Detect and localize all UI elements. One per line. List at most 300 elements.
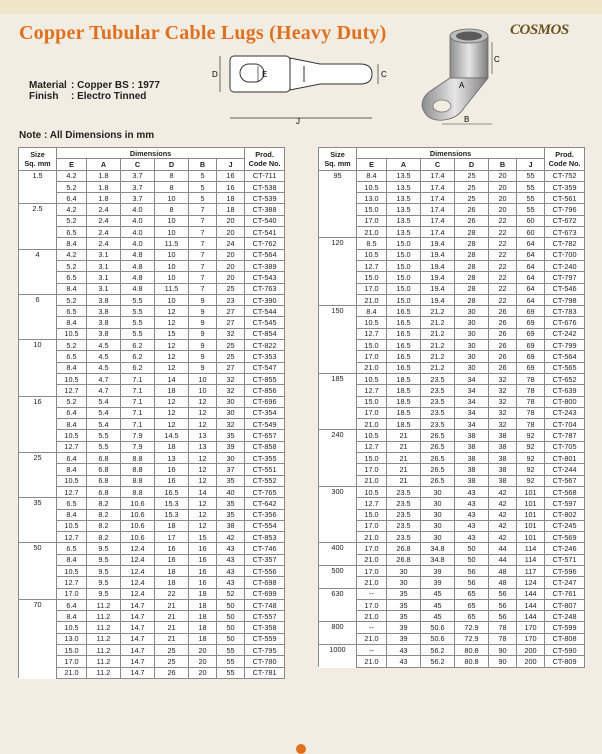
dimension-cell: 30 <box>455 362 489 373</box>
dimension-cell: 7 <box>189 227 217 238</box>
size-cell: 10 <box>19 340 57 396</box>
dimension-cell: 10.6 <box>121 520 155 531</box>
dimension-cell: 65 <box>455 599 489 610</box>
dimension-cell: 20 <box>489 170 517 181</box>
dimension-cell: 3.8 <box>87 294 121 305</box>
right-table-body <box>319 170 585 667</box>
dimension-cell: 45 <box>421 588 455 599</box>
size-cell: 2.5 <box>19 204 57 249</box>
product-code-cell: CT-557 <box>245 611 285 622</box>
dimension-cell: 19.4 <box>421 283 455 294</box>
dimension-cell: 12 <box>189 407 217 418</box>
product-code-cell: CT-569 <box>545 532 585 543</box>
product-code-cell: CT-748 <box>245 599 285 610</box>
dimension-cell: 21.0 <box>357 475 387 486</box>
col-j-header: J <box>517 159 545 170</box>
dimension-cell: 92 <box>517 453 545 464</box>
table-row <box>319 520 585 531</box>
dimension-cell: 12.4 <box>121 565 155 576</box>
product-code-cell: CT-546 <box>545 283 585 294</box>
dimension-cell: 12.4 <box>121 543 155 554</box>
product-code-cell: CT-798 <box>545 294 585 305</box>
table-row <box>319 249 585 260</box>
product-code-cell: CT-543 <box>245 272 285 283</box>
product-code-cell: CT-700 <box>545 249 585 260</box>
product-code-cell: CT-552 <box>245 475 285 486</box>
dimension-cell: 30 <box>217 396 245 407</box>
dimension-cell: 8.4 <box>57 509 87 520</box>
dimension-cell: 38 <box>455 441 489 452</box>
dimension-cell: 16 <box>217 170 245 181</box>
dimension-cell: 10.6 <box>121 498 155 509</box>
dimension-cell: 55 <box>217 667 245 678</box>
dimension-cell: 7.1 <box>121 407 155 418</box>
dimension-cell: 11.2 <box>87 633 121 644</box>
dimension-cell: 1.8 <box>87 181 121 192</box>
dimension-cell: 7 <box>189 249 217 260</box>
table-row <box>319 317 585 328</box>
dimension-cell: 26.5 <box>421 430 455 441</box>
table-row <box>19 588 285 599</box>
table-row <box>319 204 585 215</box>
col-b-header: B <box>489 159 517 170</box>
dimension-cell: 15.0 <box>387 260 421 271</box>
dimension-cell: 18 <box>155 441 189 452</box>
dimension-cell: 4.5 <box>87 340 121 351</box>
table-row <box>19 351 285 362</box>
table-row <box>19 328 285 339</box>
dimension-cell: 8.4 <box>57 317 87 328</box>
dimension-cell: 17.4 <box>421 215 455 226</box>
table-row <box>319 170 585 181</box>
dimension-cell: 21 <box>155 622 189 633</box>
dimension-cell: 26.5 <box>421 453 455 464</box>
table-row <box>319 283 585 294</box>
dimension-cell: 21 <box>387 464 421 475</box>
dimension-cell: 78 <box>517 396 545 407</box>
dimension-cell: 20 <box>217 227 245 238</box>
dimension-cell: 13.5 <box>387 193 421 204</box>
dimension-cell: 10 <box>155 227 189 238</box>
left-dimension-table <box>18 147 285 679</box>
dimension-cell: 38 <box>489 441 517 452</box>
dimension-cell: 13.0 <box>57 633 87 644</box>
product-code-cell: CT-353 <box>245 351 285 362</box>
table-row <box>319 599 585 610</box>
dimension-cell: 56 <box>455 565 489 576</box>
dimension-cell: 32 <box>217 419 245 430</box>
dimension-cell: 26 <box>489 328 517 339</box>
finish-label: Finish <box>29 91 59 102</box>
dimension-cell: 17.0 <box>357 283 387 294</box>
material-value: : Copper BS : 1977 <box>71 80 160 91</box>
col-a-header: A <box>87 159 121 170</box>
dimension-cell: 48 <box>489 577 517 588</box>
dimension-cell: 22 <box>489 294 517 305</box>
dimension-cell: 3.7 <box>121 193 155 204</box>
product-code-cell: CT-541 <box>245 227 285 238</box>
dimension-cell: 11.2 <box>87 611 121 622</box>
dimension-cell: 56.2 <box>421 645 455 656</box>
product-code-cell: CT-657 <box>245 430 285 441</box>
dimension-cell: 21 <box>387 430 421 441</box>
dimension-cell: 11.5 <box>155 238 189 249</box>
dimension-cell: 90 <box>489 645 517 656</box>
table-row <box>19 611 285 622</box>
product-code-cell: CT-853 <box>245 532 285 543</box>
dimension-cell: 22 <box>489 227 517 238</box>
dimension-cell: 55 <box>217 656 245 667</box>
product-code-cell: CT-539 <box>245 193 285 204</box>
dimension-cell: 2.4 <box>87 204 121 215</box>
dimension-cell: 23.5 <box>421 396 455 407</box>
dimension-cell: 16 <box>155 554 189 565</box>
dimension-cell: 56 <box>489 611 517 622</box>
table-row <box>319 498 585 509</box>
size-cell: 185 <box>319 373 357 429</box>
dimension-cell: 50.6 <box>421 633 455 644</box>
dimension-cell: 12.7 <box>57 577 87 588</box>
product-code-cell: CT-567 <box>545 475 585 486</box>
col-c-header: C <box>421 159 455 170</box>
dimension-cell: 12 <box>189 498 217 509</box>
dimension-cell: 5.2 <box>57 294 87 305</box>
dimension-cell: 35 <box>387 611 421 622</box>
table-row <box>19 599 285 610</box>
dimension-cell: 20 <box>189 656 217 667</box>
table-row <box>19 645 285 656</box>
dimension-cell: 55 <box>517 181 545 192</box>
dimension-cell: 12 <box>155 351 189 362</box>
product-code-cell: CT-856 <box>245 385 285 396</box>
table-row <box>319 193 585 204</box>
dimension-cell: 26 <box>455 204 489 215</box>
dimension-cell: 34.8 <box>421 554 455 565</box>
table-row <box>319 622 585 633</box>
dimension-cell: 25 <box>455 170 489 181</box>
product-code-cell: CT-599 <box>545 622 585 633</box>
dimension-cell: 5.5 <box>87 430 121 441</box>
table-row <box>19 554 285 565</box>
dimension-cell: 117 <box>517 565 545 576</box>
table-row <box>19 181 285 192</box>
dimension-cell: 1.8 <box>87 193 121 204</box>
dimension-cell: 42 <box>217 532 245 543</box>
dimension-cell: 9.5 <box>87 588 121 599</box>
size-cell: 6 <box>19 294 57 339</box>
dimension-cell: 64 <box>517 283 545 294</box>
dimension-cell: 16.5 <box>387 306 421 317</box>
dimension-cell: 10.5 <box>57 565 87 576</box>
dimension-cell: 16.5 <box>387 340 421 351</box>
dimension-cell: 12.4 <box>121 577 155 588</box>
product-code-cell: CT-780 <box>245 656 285 667</box>
dimension-cell: 3.1 <box>87 272 121 283</box>
product-code-cell: CT-763 <box>245 283 285 294</box>
dimension-cell: 32 <box>217 328 245 339</box>
dimension-cell: 38 <box>217 520 245 531</box>
dimension-cell: 15.0 <box>357 509 387 520</box>
dimension-cell: 21.2 <box>421 328 455 339</box>
dimension-cell: 7 <box>189 283 217 294</box>
product-code-cell: CT-248 <box>545 611 585 622</box>
lug-product-photo <box>392 26 502 126</box>
product-code-cell: CT-800 <box>545 396 585 407</box>
dimension-cell: 13.5 <box>387 204 421 215</box>
dimension-cell: 2.4 <box>87 227 121 238</box>
dimension-cell: 9 <box>189 328 217 339</box>
dimension-cell: 50 <box>455 554 489 565</box>
dimension-cell: 26 <box>155 667 189 678</box>
dimension-cell: 32 <box>489 419 517 430</box>
dimension-cell: 5.4 <box>87 396 121 407</box>
dimension-cell: 18 <box>189 633 217 644</box>
product-code-cell: CT-761 <box>545 588 585 599</box>
dimension-cell: 38 <box>489 453 517 464</box>
col-d-header: D <box>155 159 189 170</box>
dimension-cell: 21 <box>387 453 421 464</box>
dimension-cell: 30 <box>421 520 455 531</box>
label-b-photo: B <box>464 115 470 124</box>
dimension-cell: 18 <box>189 622 217 633</box>
product-code-cell: CT-795 <box>245 645 285 656</box>
dimension-cell: 23.5 <box>387 520 421 531</box>
dimension-cell: 17.0 <box>357 464 387 475</box>
dimension-cell: 18 <box>217 204 245 215</box>
dimension-cell: 16 <box>155 543 189 554</box>
brand-logo: COSMOS <box>510 22 569 38</box>
dimension-cell: 4.0 <box>121 227 155 238</box>
dimension-cell: 5.2 <box>57 215 87 226</box>
dimension-cell: 200 <box>517 656 545 667</box>
table-row <box>319 656 585 667</box>
dimension-cell: 13 <box>189 441 217 452</box>
dimension-cell: 8.4 <box>57 554 87 565</box>
table-row <box>19 260 285 271</box>
dimension-cell: 101 <box>517 486 545 497</box>
product-code-cell: CT-564 <box>245 249 285 260</box>
product-code-cell: CT-561 <box>545 193 585 204</box>
size-cell: 1.5 <box>19 170 57 204</box>
size-cell: 150 <box>319 306 357 374</box>
dimension-cell: 16.5 <box>387 351 421 362</box>
dimension-cell: 8.4 <box>357 306 387 317</box>
product-code-cell: CT-855 <box>245 373 285 384</box>
col-d-header: D <box>455 159 489 170</box>
dimension-cell: 69 <box>517 328 545 339</box>
dimension-cell: 12.7 <box>57 532 87 543</box>
dimension-cell: 28 <box>455 238 489 249</box>
dimension-cell: 42 <box>489 486 517 497</box>
dimension-cell: 34 <box>455 396 489 407</box>
dimension-cell: 114 <box>517 554 545 565</box>
product-code-cell: CT-854 <box>245 328 285 339</box>
product-code-cell: CT-240 <box>545 260 585 271</box>
table-row <box>19 475 285 486</box>
dimension-cell: 64 <box>517 260 545 271</box>
table-row <box>319 633 585 644</box>
dimension-cell: 28 <box>455 227 489 238</box>
dimension-cell: 17.4 <box>421 204 455 215</box>
product-code-cell: CT-782 <box>545 238 585 249</box>
label-c-photo: C <box>494 55 500 64</box>
table-row <box>19 249 285 260</box>
dimension-cell: 9 <box>189 317 217 328</box>
dimension-cell: 21.0 <box>357 227 387 238</box>
product-code-cell: CT-858 <box>245 441 285 452</box>
dimension-cell: 8 <box>155 204 189 215</box>
dimension-cell: 8.8 <box>121 475 155 486</box>
dimension-cell: 43 <box>217 577 245 588</box>
size-cell: 240 <box>319 430 357 486</box>
table-row <box>319 611 585 622</box>
dimension-cell: 4.8 <box>121 249 155 260</box>
dimension-cell: 78 <box>517 373 545 384</box>
dimension-cell: 6.8 <box>87 453 121 464</box>
dimension-cell: 6.2 <box>121 362 155 373</box>
dimension-cell: 18 <box>155 520 189 531</box>
dimension-cell: 23.5 <box>387 509 421 520</box>
dimension-cell: 50.6 <box>421 622 455 633</box>
dimension-cell: 43 <box>455 532 489 543</box>
dimension-cell: 44 <box>489 554 517 565</box>
table-row <box>19 340 285 351</box>
table-row <box>319 645 585 656</box>
dimension-cell: 144 <box>517 588 545 599</box>
dimension-cell: 78 <box>517 407 545 418</box>
dimension-cell: 12 <box>189 475 217 486</box>
dimension-cell: 21.2 <box>421 317 455 328</box>
dimension-cell: 12 <box>189 464 217 475</box>
dimension-note: Note : All Dimensions in mm <box>19 130 155 141</box>
dimension-cell: 38 <box>489 464 517 475</box>
table-row <box>319 238 585 249</box>
dimension-cell: 34 <box>455 373 489 384</box>
product-code-cell: CT-676 <box>545 317 585 328</box>
product-code-cell: CT-244 <box>545 464 585 475</box>
table-row <box>19 441 285 452</box>
dimension-cell: 18 <box>189 611 217 622</box>
table-row <box>319 294 585 305</box>
dimension-cell: 12.7 <box>57 486 87 497</box>
dimension-cell: 17.0 <box>357 599 387 610</box>
dimension-cell: 5.5 <box>121 317 155 328</box>
dimension-cell: 200 <box>517 645 545 656</box>
product-code-cell: CT-547 <box>245 362 285 373</box>
dimension-cell: 35 <box>217 475 245 486</box>
code-header: Prod. Code No. <box>245 148 285 171</box>
dimension-cell: 26.5 <box>421 464 455 475</box>
table-row <box>19 272 285 283</box>
dimension-cell: 42 <box>489 532 517 543</box>
dimension-cell: 28 <box>455 294 489 305</box>
dimension-cell: 2.4 <box>87 238 121 249</box>
product-code-cell: CT-568 <box>545 486 585 497</box>
dimension-cell: 20 <box>489 181 517 192</box>
dimension-cell: 7.9 <box>121 430 155 441</box>
dimension-cell: 4.0 <box>121 204 155 215</box>
dimension-cell: 8.2 <box>87 532 121 543</box>
dimension-cell: 43 <box>387 645 421 656</box>
dimension-cell: 18 <box>155 385 189 396</box>
dimension-cell: 14 <box>189 486 217 497</box>
product-code-cell: CT-245 <box>545 520 585 531</box>
dimension-cell: 50 <box>217 622 245 633</box>
size-cell: 4 <box>19 249 57 294</box>
size-cell: 630 <box>319 588 357 622</box>
dimension-cell: 30 <box>421 486 455 497</box>
product-code-cell: CT-673 <box>545 227 585 238</box>
dimension-cell: 10.5 <box>357 430 387 441</box>
product-code-cell: CT-246 <box>545 543 585 554</box>
table-row <box>19 215 285 226</box>
page-title: Copper Tubular Cable Lugs (Heavy Duty) <box>19 22 387 44</box>
dimension-cell: 12.7 <box>57 441 87 452</box>
table-row <box>319 430 585 441</box>
dimension-cell: 30 <box>455 351 489 362</box>
product-code-cell: CT-596 <box>545 565 585 576</box>
dimension-cell: 30 <box>455 328 489 339</box>
dimension-cell: 35 <box>387 588 421 599</box>
dimension-cell: 26.8 <box>387 543 421 554</box>
product-code-cell: CT-358 <box>245 622 285 633</box>
dimension-cell: 34 <box>455 385 489 396</box>
table-row <box>19 306 285 317</box>
product-code-cell: CT-807 <box>545 599 585 610</box>
dimension-cell: 15.0 <box>357 396 387 407</box>
dimension-cell: 9.5 <box>87 554 121 565</box>
dimension-cell: 5.2 <box>57 260 87 271</box>
label-e: E <box>262 70 268 79</box>
dimension-cell: 25 <box>455 193 489 204</box>
dimension-cell: 14.7 <box>121 667 155 678</box>
table-row <box>319 532 585 543</box>
product-code-cell: CT-388 <box>245 204 285 215</box>
dimension-cell: 26 <box>455 215 489 226</box>
dimension-cell: 22 <box>489 249 517 260</box>
dimension-cell: 11.5 <box>155 283 189 294</box>
dimension-cell: 10.5 <box>357 249 387 260</box>
dimension-cell: 65 <box>455 588 489 599</box>
dimension-cell: 15.0 <box>357 340 387 351</box>
dimension-cell: 13.5 <box>387 181 421 192</box>
dimension-cell: 23.5 <box>421 419 455 430</box>
dimension-cell: 26 <box>489 317 517 328</box>
dimension-cell: 8.4 <box>57 419 87 430</box>
dimension-cell: 18.5 <box>387 396 421 407</box>
dimension-cell: 23.5 <box>387 498 421 509</box>
dimension-cell: 5.5 <box>121 294 155 305</box>
product-code-cell: CT-781 <box>245 667 285 678</box>
label-d: D <box>212 70 218 79</box>
table-row <box>319 373 585 384</box>
dimension-cell: 30 <box>387 577 421 588</box>
dimension-cell: 32 <box>217 373 245 384</box>
table-row <box>19 430 285 441</box>
product-code-cell: CT-704 <box>545 419 585 430</box>
dimension-cell: 11.2 <box>87 622 121 633</box>
dimension-cell: 45 <box>421 599 455 610</box>
product-code-cell: CT-544 <box>245 306 285 317</box>
dimension-cell: 20 <box>217 249 245 260</box>
table-row <box>19 419 285 430</box>
left-table-body <box>19 170 285 678</box>
dimension-cell: 16 <box>155 464 189 475</box>
dimension-cell: 11.2 <box>87 645 121 656</box>
dimension-cell: 22 <box>489 260 517 271</box>
dimension-cell: 7 <box>189 238 217 249</box>
dimension-cell: 92 <box>517 464 545 475</box>
